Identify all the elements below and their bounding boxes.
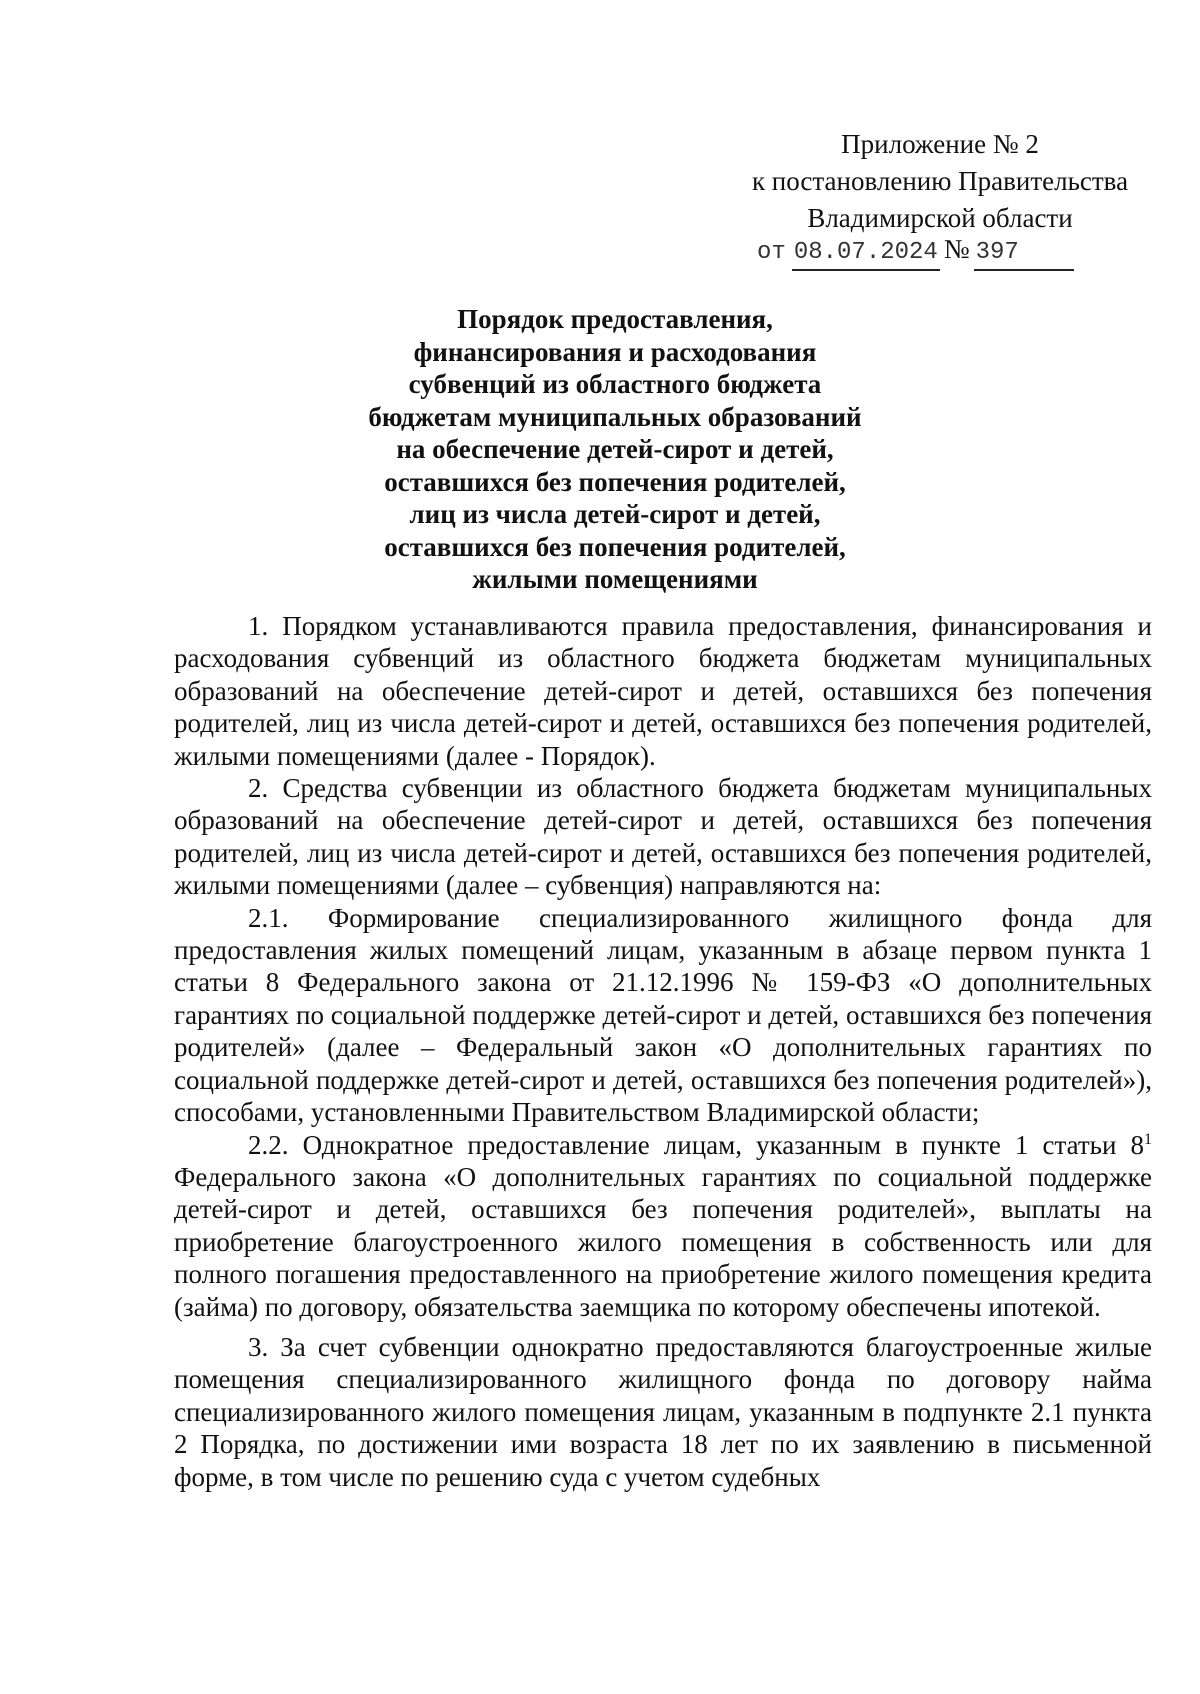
paragraph-2-2-rest: Федерального закона «О дополнительных гарантиях по социальной поддержке детей-сирот и детей, оставшихся без попечения родителей», выплаты на приобретение благоустроенного жилого помещения в собственность или для полного погашения предоставленного на приобретение жилого помещения кредита (займа) по договору, обязательства заемщика по которому обеспечены ипотекой. [174,1161,1152,1322]
paragraph-2-1: 2.1. Формирование специализированного жилищного фонда для предоставления жилых помещений лицам, указанным в абзаце первом пункта 1 статьи 8 Федерального закона от 21.12.1996 № 159-ФЗ «О дополнительных гарантиях по социальной поддержке детей-сирот и детей, оставшихся без попечения родителей» (далее – Федеральный закон «О дополнительных гарантиях по социальной поддержке детей-сирот и детей, оставшихся без попечения родителей»), способами, установленными Правительством Владимирской области; [174,902,1152,1128]
title-line: оставшихся без попечения родителей, [384,466,846,497]
approval-block [740,126,1140,237]
paragraph-2-2 [174,1129,1152,1323]
approval-date-line [757,233,1097,271]
paragraph-2: 2. Средства субвенции из областного бюджета бюджетам муниципальных образований на обеспечение детей-сирот и детей, оставшихся без попечения родителей, лиц из числа детей-сирот и детей, оставшихся без попечения родителей, жилыми помещениями (далее – субвенция) направляются на: [174,773,1152,901]
document-body [174,610,1152,1493]
number-sign: № [943,234,970,264]
paragraph-3: 3. За счет субвенции однократно предоставляются благоустроенные жилые помещения специализированного жилищного фонда по договору найма специализированного жилого помещения лицам, указанным в подпункте 2.1 пункта 2 Порядка, по достижении ими возраста 18 лет по их заявлению в письменной форме, в том числе по решению суда с учетом судебных [174,1331,1152,1492]
title-line: бюджетам муниципальных образований [368,401,862,432]
approval-line-2: к постановлению Правительства [751,166,1129,196]
superscript-1: 1 [1144,1130,1152,1148]
date-prefix: от [757,239,786,266]
title-line: субвенций из областного бюджета [408,369,822,399]
appendix-label: Приложение № 2 [841,129,1039,159]
paragraph-1: 1. Порядком устанавливаются правила предоставления, финансирования и расходования субвенций из областного бюджета бюджетам муниципальных образований на обеспечение детей-сирот и детей, оставшихся без попечения родителей, лиц из числа детей-сирот и детей, оставшихся без попечения родителей, жилыми помещениями (далее - Порядок). [174,611,1152,771]
document-title [180,303,1050,596]
approval-date: 08.07.2024 [792,237,940,271]
title-line: на обеспечение детей-сирот и детей, [396,434,834,464]
title-line: оставшихся без попечения родителей, [384,531,846,562]
title-line: жилыми помещениями [472,564,758,594]
paragraph-2-2-start: 2.2. Однократное предоставление лицам, указанным в пункте 1 статьи 8 [248,1129,1144,1160]
title-line: финансирования и расходования [413,336,817,367]
title-line: лиц из числа детей-сирот и детей, [409,499,821,529]
approval-number: 397 [974,237,1074,271]
title-line: Порядок предоставления, [457,304,773,334]
approval-line-3: Владимирской области [807,203,1073,233]
